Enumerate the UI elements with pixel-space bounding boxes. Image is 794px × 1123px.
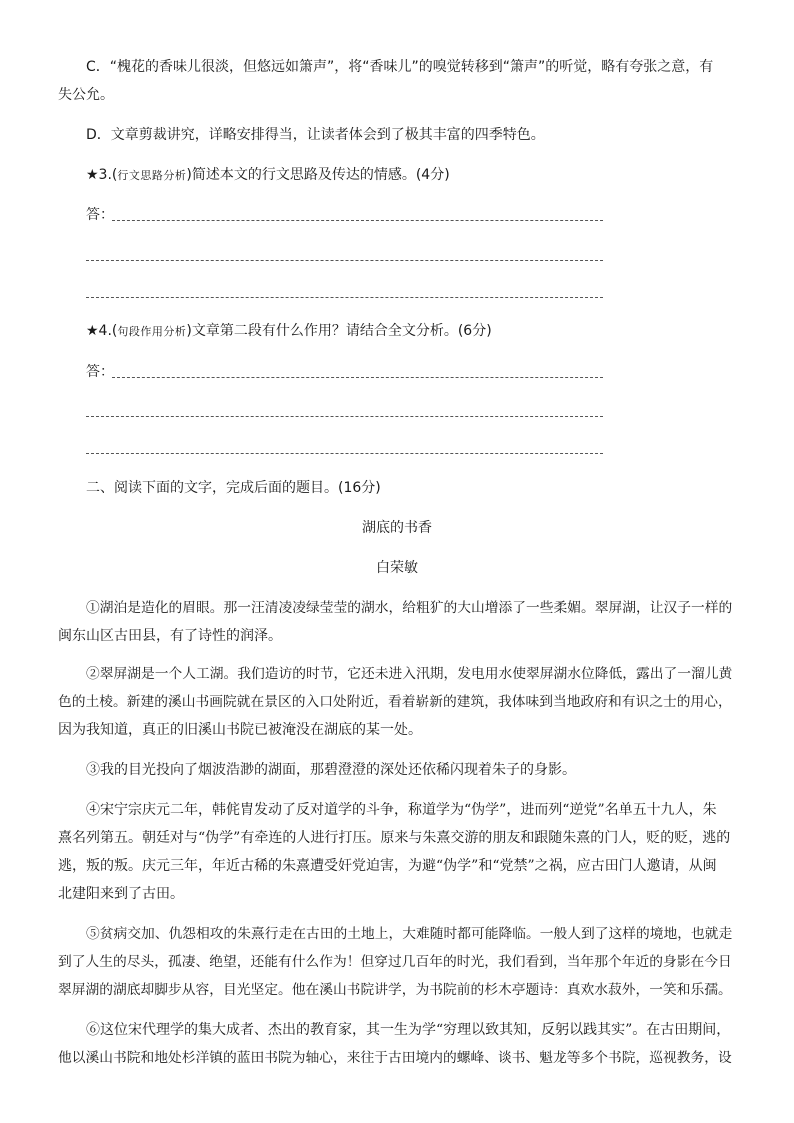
- paragraph-6-line-1: ⑥这位宋代理学的集大成者、杰出的教育家，其一生为学“穷理以致其知，反躬以践其实”。在古田期间，: [86, 1022, 731, 1038]
- paragraph-6-line-2: 他以溪山书院和地处杉洋镇的蓝田书院为轴心，来往于古田境内的螺峰、谈书、魁龙等多个书院，巡视教务，设: [58, 1050, 732, 1066]
- paragraph-1-line-1: ①湖泊是造化的眉眼。那一汪清凌凌绿莹莹的湖水，给粗犷的大山增添了一些柔媚。翠屏湖，让汉子一样的: [86, 600, 733, 616]
- paragraph-5-line-3: 翠屏湖的湖底却脚步从容，目光坚定。他在溪山书院讲学，为书院前的杉木亭题诗：真欢水菽外，一笑和乐孺。: [58, 982, 732, 998]
- option-d-line: D．文章剪裁讲究，详略安排得当，让读者体会到了极其丰富的四季特色。: [86, 127, 545, 143]
- option-c-line2: 失公允。: [58, 87, 114, 103]
- paragraph-5-line-2: 到了人生的尽头，孤凄、绝望，还能有什么作为！但穿过几百年的时光，我们看到，当年那个年近的身影在今日: [58, 954, 732, 970]
- paragraph-4-line-3: 逃，叛的叛。庆元三年，年近古稀的朱熹遭受奸党迫害，为避“伪学”和“党禁”之祸，应古田门人邀请，从闽: [58, 858, 717, 874]
- question-4-prefix: ★4.(: [86, 323, 118, 339]
- option-c-line1: C．“槐花的香味儿很淡，但悠远如箫声”，将“香味儿”的嗅觉转移到“箫声”的听觉，略有夸张之意，有: [86, 59, 714, 75]
- answer-3-line-1[interactable]: [112, 220, 603, 221]
- answer-3-label: 答：: [86, 207, 114, 223]
- article-author: 白荣敏: [376, 560, 418, 576]
- answer-3-line-3[interactable]: [86, 297, 603, 298]
- question-3-text: )简述本文的行文思路及传达的情感。(4分): [186, 167, 450, 183]
- section-2-heading: 二、阅读下面的文字，完成后面的题目。(16分): [86, 480, 381, 496]
- article-title: 湖底的书香: [362, 520, 432, 536]
- paragraph-4-line-2: 熹名列第五。朝廷对与“伪学”有牵连的人进行打压。原来与朱熹交游的朋友和跟随朱熹的门人，贬的贬，逃的: [58, 830, 731, 846]
- question-3-tag: 行文思路分析: [117, 169, 187, 182]
- question-3: [86, 165, 742, 186]
- question-4: [86, 321, 742, 342]
- paragraph-2-line-1: ②翠屏湖是一个人工湖。我们造访的时节，它还未进入汛期，发电用水使翠屏湖水位降低，露出了一溜儿黄: [86, 666, 733, 682]
- paragraph-2-line-2: 色的土棱。新建的溪山书画院就在景区的入口处附近，看着崭新的建筑，我体味到当地政府和有识之士的用心，: [58, 694, 732, 710]
- question-3-prefix: ★3.(: [86, 167, 118, 183]
- paragraph-5-line-1: ⑤贫病交加、仇怨相攻的朱熹行走在古田的土地上，大难随时都可能降临。一般人到了这样的境地，也就走: [86, 926, 733, 942]
- paragraph-3-line-1: ③我的目光投向了烟波浩渺的湖面，那碧澄澄的深处还依稀闪现着朱子的身影。: [86, 762, 576, 778]
- question-4-text: )文章第二段有什么作用？请结合全文分析。(6分): [186, 323, 492, 339]
- answer-4-line-1[interactable]: [112, 377, 603, 378]
- answer-4-line-3[interactable]: [86, 453, 603, 454]
- paragraph-4-line-4: 北建阳来到了古田。: [58, 886, 184, 902]
- paragraph-2-line-3: 因为我知道，真正的旧溪山书院已被淹没在湖底的某一处。: [58, 722, 422, 738]
- answer-4-line-2[interactable]: [86, 416, 603, 417]
- paragraph-4-line-1: ④宋宁宗庆元二年，韩侂胄发动了反对道学的斗争，称道学为“伪学”，进而列“逆党”名单五十九人，朱: [86, 802, 717, 818]
- question-4-tag: 句段作用分析: [117, 325, 187, 338]
- answer-4-label: 答：: [86, 364, 114, 380]
- paragraph-1-line-2: 闽东山区古田县，有了诗性的润泽。: [58, 628, 282, 644]
- answer-3-line-2[interactable]: [86, 260, 603, 261]
